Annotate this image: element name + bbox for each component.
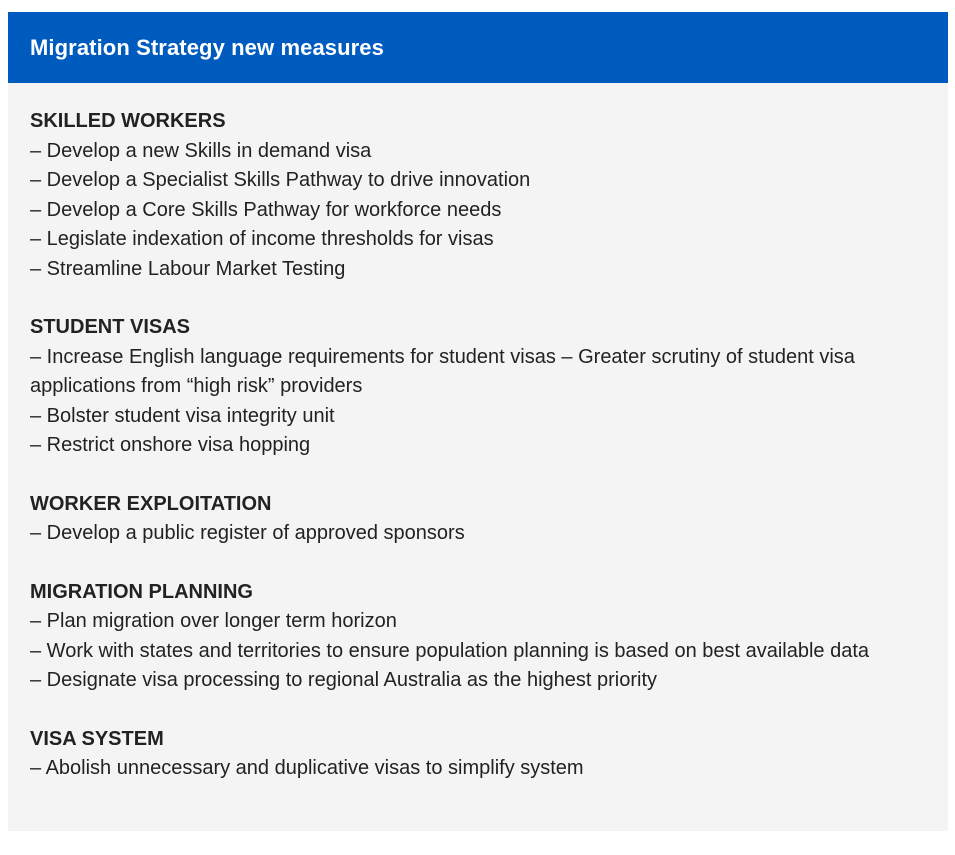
section-heading: STUDENT VISAS bbox=[30, 316, 191, 338]
list-item: – Restrict onshore visa hopping bbox=[30, 434, 311, 456]
migration-strategy-panel bbox=[8, 12, 948, 831]
list-item: – Develop a new Skills in demand visa bbox=[30, 139, 372, 162]
list-item: – Develop a Specialist Skills Pathway to drive innovation bbox=[30, 169, 531, 191]
list-item: – Work with states and territories to ensure population planning is based on best available data bbox=[30, 639, 870, 662]
list-item: – Designate visa processing to regional Australia as the highest priority bbox=[30, 669, 658, 691]
list-item: – Bolster student visa integrity unit bbox=[30, 404, 335, 427]
list-item: – Develop a Core Skills Pathway for workforce needs bbox=[30, 198, 502, 221]
section-student-visas bbox=[30, 313, 926, 461]
section-heading: MIGRATION PLANNING bbox=[30, 580, 253, 603]
list-item: – Plan migration over longer term horizon bbox=[30, 610, 397, 632]
section-heading: SKILLED WORKERS bbox=[30, 110, 226, 132]
list-item: – Legislate indexation of income thresholds for visas bbox=[30, 228, 494, 250]
panel-body bbox=[8, 83, 948, 784]
section-heading: VISA SYSTEM bbox=[30, 727, 164, 750]
list-item: – Abolish unnecessary and duplicative visas to simplify system bbox=[30, 757, 584, 779]
list-item: – Increase English language requirements for student visas – Greater scrutiny of student visa applications from “high risk” providers bbox=[30, 345, 855, 397]
panel-header bbox=[8, 12, 948, 83]
section-migration-planning bbox=[30, 578, 926, 696]
section-heading: WORKER EXPLOITATION bbox=[30, 492, 272, 515]
list-item: – Streamline Labour Market Testing bbox=[30, 257, 346, 280]
section-visa-system bbox=[30, 725, 926, 784]
section-skilled-workers bbox=[30, 107, 926, 284]
list-item: – Develop a public register of approved sponsors bbox=[30, 522, 465, 544]
panel-title: Migration Strategy new measures bbox=[30, 34, 384, 60]
section-worker-exploitation bbox=[30, 490, 926, 549]
